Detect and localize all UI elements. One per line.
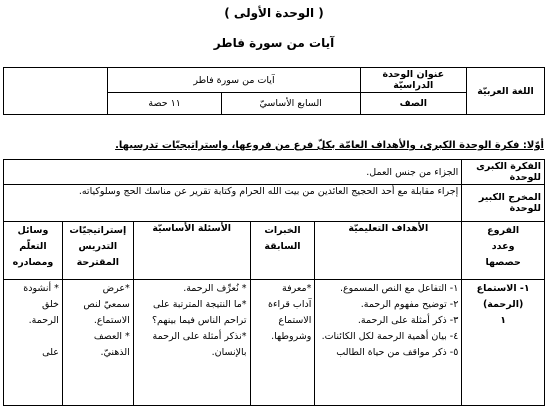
big-output-value: إجراء مقابلة مع أحد الحجيج العائدين من بيت الله الحرام وكتابة تقرير عن مناسك الحج وسلوكياته. bbox=[4, 185, 462, 222]
big-idea-label: الفكرة الكبرى للوحدة bbox=[462, 160, 545, 185]
info-table bbox=[3, 67, 545, 115]
col-resources: وسائل التعلّم ومصادره bbox=[4, 222, 63, 280]
big-idea-value: الجزاء من جنس العمل. bbox=[4, 160, 462, 185]
plan-table bbox=[3, 159, 545, 406]
surah-title: آيات من سورة فاطر bbox=[213, 36, 335, 50]
periods-value: ١١ حصة bbox=[108, 93, 221, 115]
unit-title: ( الوحدة الأولى ) bbox=[224, 6, 324, 20]
col-branches: الفروع وعدد حصصها bbox=[462, 222, 545, 280]
row1-strategies: *عرض سمعيّ لنص الاستماع. * العصف الذهنيّ. bbox=[62, 280, 133, 406]
unit-label: عنوان الوحدة الدراسيّة bbox=[360, 68, 466, 93]
col-strategies: إستراتيجيّات التدريس المقترحة bbox=[62, 222, 133, 280]
class-label: الصف bbox=[360, 93, 466, 115]
row1-branch: ١- الاستماع (الرحمة) ١ bbox=[462, 280, 545, 406]
section-title: أوّلا: فكرة الوحدة الكبرى، والأهداف العامّة بكلّ فرع من فروعها، واستراتيجيّات تدرسيها. bbox=[115, 140, 544, 151]
class-value: السابع الأساسيّ bbox=[221, 93, 360, 115]
empty-cell bbox=[4, 68, 108, 115]
row1-objectives: ١- التفاعل مع النص المسموع. ٢- توضيح مفهوم الرحمة. ٣- ذكر أمثلة على الرحمة. ٤- بيان أهمية الرحمة لكل الكائنات. ٥- ذكر مواقف من حياة الطالب bbox=[315, 280, 462, 406]
row1-questions: * نُعرِّف الرحمة. *ما النتيجة المترتبة على تراحم الناس فيما بينهم؟ *نذكر أمثلة على الرحمة بالإنسان. bbox=[133, 280, 250, 406]
big-output-label: المخرج الكبير للوحدة bbox=[462, 185, 545, 222]
row1-resources: * أنشودة خلق الرحمة. على bbox=[4, 280, 63, 406]
col-prior: الخبرات السابقة bbox=[250, 222, 315, 280]
col-objectives: الأهداف التعليميّة bbox=[315, 222, 462, 280]
row1-prior: *معرفة آداب قراءة الاستماع وشروطها. bbox=[250, 280, 315, 406]
col-questions: الأسئلة الأساسيّة bbox=[133, 222, 250, 280]
unit-value: آيات من سورة فاطر bbox=[108, 68, 360, 93]
subject-label: اللغة العربيّة bbox=[467, 68, 545, 115]
